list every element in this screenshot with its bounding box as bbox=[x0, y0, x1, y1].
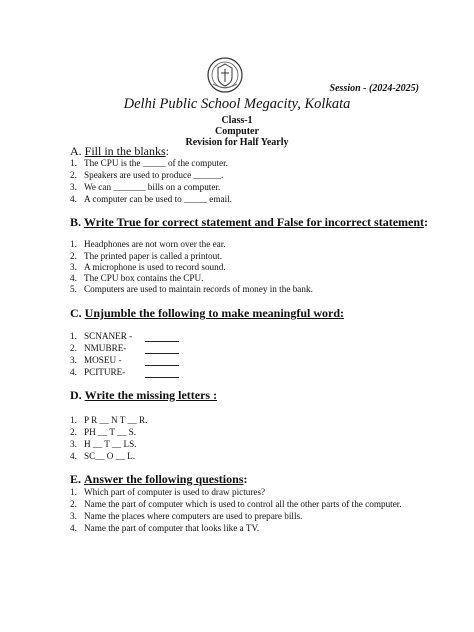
section-b-heading bbox=[70, 215, 428, 230]
section-c-title: Unjumble the following to make meaningful word: bbox=[84, 306, 345, 320]
item-text: Computers are used to maintain records of money in the bank. bbox=[84, 284, 313, 294]
section-e-item bbox=[70, 499, 402, 509]
section-e-title: Answer the following questions bbox=[84, 472, 244, 486]
item-text: A microphone is used to record sound. bbox=[84, 262, 226, 272]
item-number: 2. bbox=[70, 427, 77, 437]
item-text: We can _______ bills on a computer. bbox=[84, 182, 221, 192]
item-text: H __ T __ LS. bbox=[84, 439, 137, 449]
section-c-item bbox=[70, 331, 132, 341]
section-c-item bbox=[70, 343, 126, 353]
item-number: 4. bbox=[70, 523, 77, 533]
section-b-item bbox=[70, 239, 226, 249]
answer-blank bbox=[145, 365, 179, 366]
section-a-item bbox=[70, 182, 220, 192]
item-text: NMUBRE- bbox=[84, 343, 127, 353]
item-number: 1. bbox=[70, 158, 77, 168]
class-label: Class-1 bbox=[221, 115, 253, 126]
section-a-item bbox=[70, 194, 232, 204]
item-number: 3. bbox=[70, 355, 77, 365]
section-d-letter: D. bbox=[70, 388, 82, 402]
item-number: 3. bbox=[70, 511, 77, 521]
item-number: 1. bbox=[70, 415, 77, 425]
item-text: Which part of computer is used to draw pictures? bbox=[84, 487, 266, 497]
item-number: 3. bbox=[70, 182, 77, 192]
item-number: 1. bbox=[70, 331, 77, 341]
section-e-item bbox=[70, 487, 265, 497]
answer-blank bbox=[145, 377, 179, 378]
item-number: 3. bbox=[70, 439, 77, 449]
section-d-item bbox=[70, 451, 135, 461]
item-number: 4. bbox=[70, 451, 77, 461]
item-text: The CPU box contains the CPU. bbox=[84, 273, 204, 283]
section-e-heading bbox=[70, 472, 247, 487]
revision-label: Revision for Half Yearly bbox=[185, 137, 289, 148]
item-text: Speakers are used to produce ______. bbox=[84, 170, 224, 180]
section-a-item bbox=[70, 158, 228, 168]
section-d-item bbox=[70, 439, 137, 449]
section-a-heading bbox=[70, 144, 169, 159]
section-b-suffix: : bbox=[424, 215, 429, 229]
section-c-item bbox=[70, 355, 122, 365]
item-number: 5. bbox=[70, 284, 77, 294]
item-text: A computer can be used to _____ email. bbox=[84, 194, 232, 204]
answer-blank bbox=[145, 353, 179, 354]
section-b-item bbox=[70, 262, 226, 272]
item-number: 4. bbox=[70, 194, 77, 204]
section-e-suffix: : bbox=[243, 472, 248, 486]
item-number: 2. bbox=[70, 251, 77, 261]
section-b-title: Write True for correct statement and False for incorrect statement bbox=[84, 215, 425, 229]
section-a-title: Fill in the blanks bbox=[84, 144, 166, 158]
section-d-title: Write the missing letters : bbox=[84, 388, 218, 402]
section-a-item bbox=[70, 170, 223, 180]
section-b-item bbox=[70, 273, 203, 283]
item-number: 2. bbox=[70, 170, 77, 180]
section-e-letter: E. bbox=[70, 472, 82, 486]
section-e-item bbox=[70, 511, 302, 521]
section-c-heading bbox=[70, 306, 344, 321]
session-label: Session - (2024-2025) bbox=[329, 83, 419, 94]
item-text: Name the part of computer which is used to control all the other parts of the computer. bbox=[84, 499, 402, 509]
school-logo bbox=[205, 55, 245, 95]
item-number: 4. bbox=[70, 273, 77, 283]
item-number: 2. bbox=[70, 343, 77, 353]
answer-blank bbox=[145, 341, 179, 342]
item-text: Name the places where computers are used to prepare bills. bbox=[84, 511, 303, 521]
item-text: SCNANER - bbox=[84, 331, 133, 341]
item-number: 2. bbox=[70, 499, 77, 509]
section-b-letter: B. bbox=[70, 215, 82, 229]
item-text: PH __ T __ S. bbox=[84, 427, 136, 437]
section-d-heading bbox=[70, 388, 217, 403]
section-c-item bbox=[70, 367, 125, 377]
item-number: 1. bbox=[70, 487, 77, 497]
subject-label: Computer bbox=[215, 126, 259, 137]
section-a-letter: A. bbox=[70, 144, 82, 158]
item-number: 3. bbox=[70, 262, 77, 272]
item-text: SC__ O __ L. bbox=[84, 451, 136, 461]
section-e-item bbox=[70, 523, 259, 533]
school-name: Delhi Public School Megacity, Kolkata bbox=[123, 96, 351, 112]
section-b-item bbox=[70, 251, 222, 261]
section-c-letter: C. bbox=[70, 306, 82, 320]
item-text: The printed paper is called a printout. bbox=[84, 251, 223, 261]
item-text: P R __ N T __ R. bbox=[84, 415, 148, 425]
section-b-item bbox=[70, 284, 313, 294]
item-text: MOSEU - bbox=[84, 355, 122, 365]
section-a-suffix: : bbox=[165, 144, 170, 158]
item-number: 4. bbox=[70, 367, 77, 377]
item-text: Headphones are not worn over the ear. bbox=[84, 239, 226, 249]
item-number: 1. bbox=[70, 239, 77, 249]
section-d-item bbox=[70, 415, 147, 425]
item-text: The CPU is the _____ of the computer. bbox=[84, 158, 228, 168]
item-text: PCITURE- bbox=[84, 367, 126, 377]
section-d-item bbox=[70, 427, 136, 437]
item-text: Name the part of computer that looks like a TV. bbox=[84, 523, 260, 533]
